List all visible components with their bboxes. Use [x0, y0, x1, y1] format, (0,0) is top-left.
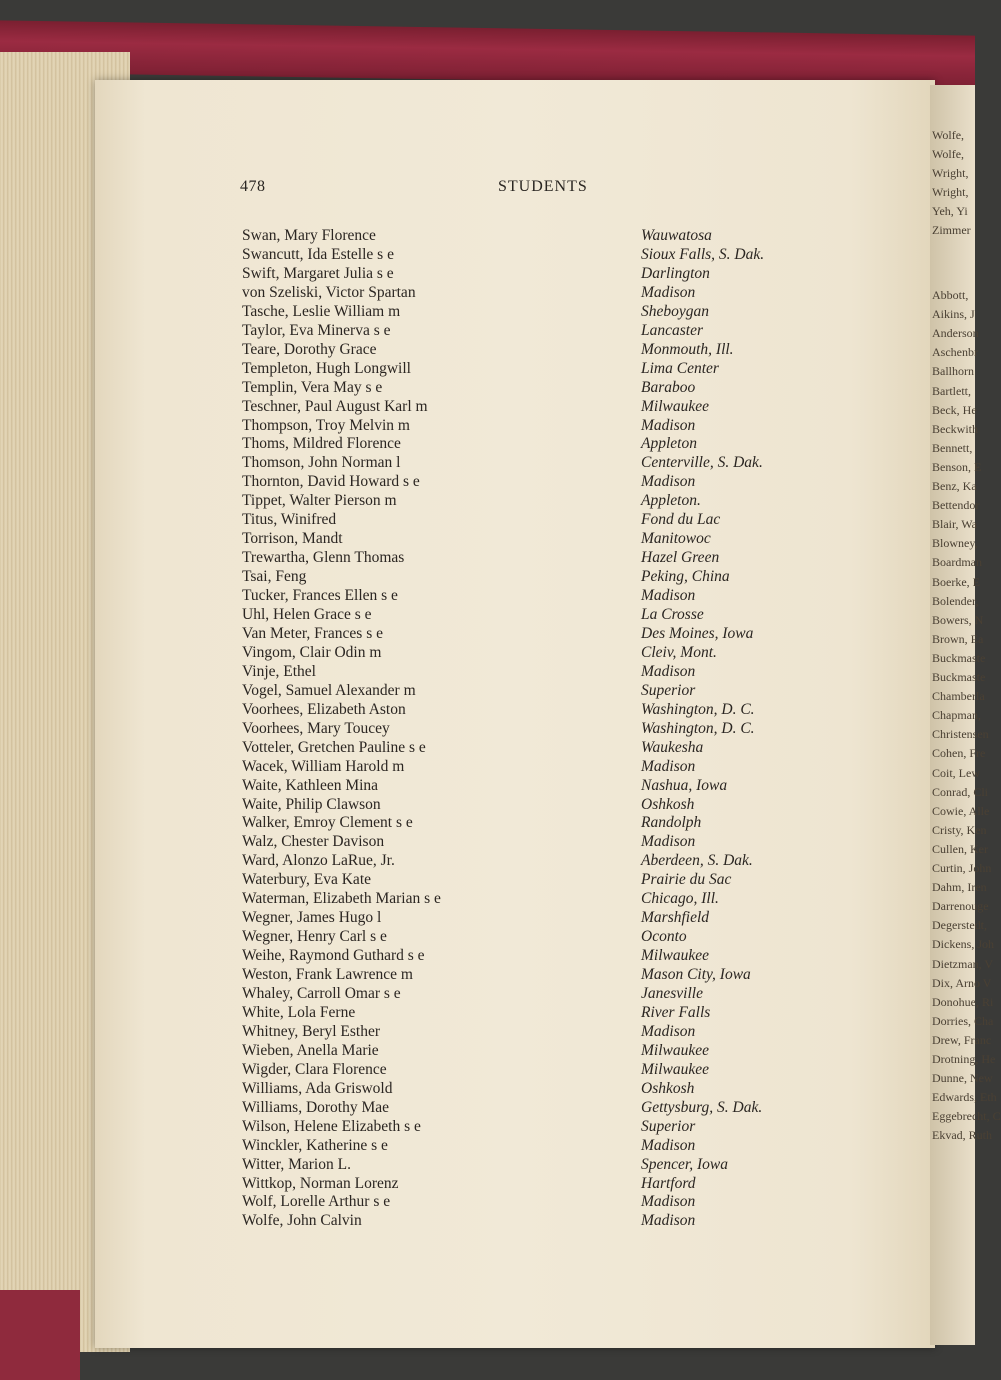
list-item: [0, 814, 975, 833]
student-name: White, Lola Ferne: [242, 1003, 356, 1021]
list-item: [0, 947, 975, 966]
student-name: Williams, Dorothy Mae: [242, 1098, 390, 1116]
facing-page-text: Aikins, J: [932, 307, 975, 322]
facing-page-text: Chapman,: [932, 708, 981, 723]
student-name: Ward, Alonzo LaRue, Jr.: [242, 852, 395, 870]
list-item: [0, 890, 975, 909]
list-item: [0, 796, 975, 815]
list-item: [0, 246, 975, 265]
student-name: Walker, Emroy Clement s e: [242, 814, 413, 832]
list-item: [0, 360, 975, 379]
facing-page-text: Aschenbr: [932, 345, 978, 360]
student-hometown: Aberdeen, S. Dak.: [641, 852, 753, 870]
student-hometown: Appleton: [641, 435, 697, 453]
list-item: [0, 322, 975, 341]
facing-page-text: Buckmaste: [932, 650, 986, 665]
student-name: Weston, Frank Lawrence m: [242, 966, 413, 984]
student-hometown: Prairie du Sac: [641, 871, 732, 889]
list-item: [0, 739, 975, 758]
student-hometown: Madison: [641, 416, 696, 434]
list-item: [0, 985, 975, 1004]
student-hometown: Madison: [641, 1212, 696, 1230]
facing-page-text: Donohue, Ri: [932, 994, 994, 1009]
student-name: Votteler, Gretchen Pauline s e: [242, 738, 426, 756]
student-hometown: Superior: [641, 681, 696, 699]
student-name: Van Meter, Frances s e: [242, 624, 383, 642]
facing-page-text: Christensen: [932, 727, 989, 742]
facing-page-text: Brown, Ea: [932, 631, 984, 646]
student-hometown: Darlington: [641, 264, 710, 282]
list-item: [0, 1137, 975, 1156]
student-name: Wieben, Anella Marie: [242, 1041, 379, 1059]
student-name: Wilson, Helene Elizabeth s e: [242, 1117, 421, 1135]
facing-page-text: Dorries, Cha: [932, 1013, 994, 1028]
list-item: [0, 1099, 975, 1118]
facing-page-text: Anderson: [932, 326, 979, 341]
list-item: [0, 530, 975, 549]
student-name: Vogel, Samuel Alexander m: [242, 681, 416, 699]
student-name: Tsai, Feng: [242, 568, 307, 586]
facing-page-text: Curtin, John: [932, 861, 992, 875]
facing-page-text: Beck, He: [932, 402, 977, 417]
list-item: [0, 227, 975, 246]
facing-page-text: Beckwith: [932, 421, 978, 436]
student-name: Whitney, Beryl Esther: [242, 1022, 381, 1040]
student-name: von Szeliski, Victor Spartan: [242, 283, 416, 301]
student-hometown: Lancaster: [641, 321, 703, 339]
student-name: Waterman, Elizabeth Marian s e: [242, 890, 441, 908]
student-hometown: Madison: [641, 757, 696, 775]
student-hometown: Superior: [641, 1117, 696, 1135]
list-item: [0, 966, 975, 985]
student-hometown: Fond du Lac: [641, 511, 721, 529]
facing-page-text: Dahm, Iren: [932, 880, 987, 895]
student-hometown: Oshkosh: [641, 1079, 695, 1097]
list-item: [0, 1175, 975, 1194]
student-name: Wegner, Henry Carl s e: [242, 928, 387, 946]
facing-page-text: Ballhorn: [932, 364, 974, 379]
list-item: [0, 758, 975, 777]
student-hometown: Madison: [641, 587, 696, 605]
list-item: [0, 1156, 975, 1175]
facing-page-text: Benson, E: [932, 459, 982, 474]
student-name: Taylor, Eva Minerva s e: [242, 321, 391, 339]
student-name: Thompson, Troy Melvin m: [242, 416, 410, 434]
student-name: Waite, Kathleen Mina: [242, 776, 379, 794]
facing-page-text: Drew, Franc: [932, 1032, 992, 1047]
student-hometown: Waukesha: [641, 738, 704, 756]
list-item: [0, 606, 975, 625]
list-item: [0, 1023, 975, 1042]
student-hometown: Sioux Falls, S. Dak.: [641, 245, 765, 263]
facing-page-text: Boardman: [932, 555, 982, 570]
facing-page-text: Conrad, Cli: [932, 784, 988, 799]
facing-page-text: Darrenouge: [932, 899, 989, 914]
list-item: [0, 1118, 975, 1137]
student-name: Thoms, Mildred Florence: [242, 435, 401, 453]
student-hometown: Oshkosh: [641, 795, 695, 813]
facing-page-text: Buckmaste: [932, 670, 986, 684]
student-hometown: Oconto: [641, 928, 687, 946]
facing-page-text: Edwards, Eth: [932, 1090, 997, 1105]
student-hometown: Madison: [641, 1193, 696, 1211]
student-hometown: Nashua, Iowa: [641, 776, 728, 794]
list-item: [0, 928, 975, 947]
student-name: Swift, Margaret Julia s e: [242, 264, 394, 282]
student-name: Williams, Ada Griswold: [242, 1079, 393, 1097]
student-name: Titus, Winifred: [242, 511, 337, 529]
student-name: Teschner, Paul August Karl m: [242, 397, 428, 415]
list-item: [0, 1193, 975, 1212]
list-item: [0, 663, 975, 682]
student-hometown: River Falls: [641, 1003, 711, 1021]
list-item: [0, 833, 975, 852]
student-hometown: Janesville: [641, 985, 703, 1002]
list-item: [0, 852, 975, 871]
list-item: [0, 303, 975, 322]
list-item: [0, 871, 975, 890]
student-name: Wacek, William Harold m: [242, 757, 405, 775]
student-name: Witter, Marion L.: [242, 1155, 351, 1173]
list-item: [0, 549, 975, 568]
list-item: [0, 511, 975, 530]
student-name: Tasche, Leslie William m: [242, 302, 401, 320]
facing-page-text: Dunne, New: [932, 1071, 993, 1086]
student-name: Swan, Mary Florence: [242, 227, 376, 244]
list-item: [0, 1212, 975, 1231]
student-hometown: Madison: [641, 283, 696, 301]
facing-page-text: Blair, Wa: [932, 517, 977, 532]
student-hometown: Milwaukee: [641, 947, 710, 965]
list-item: [0, 909, 975, 928]
list-item: [0, 265, 975, 284]
student-hometown: Centerville, S. Dak.: [641, 454, 763, 472]
student-hometown: Sheboygan: [641, 302, 710, 320]
list-item: [0, 341, 975, 360]
list-item: [0, 1004, 975, 1023]
student-hometown: Wauwatosa: [641, 227, 712, 244]
student-name: Wigder, Clara Florence: [242, 1060, 387, 1078]
student-name: Whaley, Carroll Omar s e: [242, 985, 401, 1002]
list-item: [0, 568, 975, 587]
student-hometown: Madison: [641, 1022, 696, 1040]
facing-page-text: Ekvad, Ruth: [932, 1128, 992, 1143]
facing-page-text: Cohen, Fre: [932, 746, 986, 761]
student-name: Waite, Philip Clawson: [242, 795, 381, 813]
book-cover-bottom: [0, 1290, 80, 1380]
facing-page-text: Abbott,: [932, 288, 969, 302]
list-item: [0, 625, 975, 644]
student-name: Thomson, John Norman l: [242, 454, 401, 472]
list-item: [0, 1042, 975, 1061]
facing-page-text: Wright,: [932, 185, 969, 199]
facing-page-text: Wolfe,: [932, 128, 965, 142]
student-name: Voorhees, Mary Toucey: [242, 719, 390, 737]
list-item: [0, 284, 975, 303]
student-name: Wegner, James Hugo l: [242, 909, 382, 927]
facing-page-text: Degerstedt,: [932, 918, 987, 933]
list-item: [0, 1080, 975, 1099]
student-name: Tippet, Walter Pierson m: [242, 492, 397, 510]
facing-page-text: Bennett,: [932, 440, 973, 455]
list-item: [0, 492, 975, 511]
student-name: Torrison, Mandt: [242, 530, 343, 548]
facing-page-text: Bowers, N: [932, 612, 984, 627]
list-item: [0, 417, 975, 436]
list-item: [0, 682, 975, 701]
student-hometown: Milwaukee: [641, 1060, 710, 1078]
book-cover-top: [0, 20, 975, 87]
student-name: Teare, Dorothy Grace: [242, 340, 377, 358]
list-item: [0, 379, 975, 398]
student-hometown: Madison: [641, 662, 696, 680]
list-item: [0, 398, 975, 417]
student-name: Thornton, David Howard s e: [242, 473, 420, 491]
facing-page-text: Bettendor: [932, 498, 980, 513]
facing-page-text: Cullen, Ker: [932, 841, 988, 856]
student-hometown: Appleton.: [641, 492, 701, 510]
student-hometown: Madison: [641, 473, 696, 491]
student-name: Wolfe, John Calvin: [242, 1212, 362, 1230]
student-hometown: Peking, China: [641, 568, 730, 586]
facing-page-text: Dietzman, V: [932, 956, 994, 971]
student-name: Weihe, Raymond Guthard s e: [242, 947, 425, 965]
student-hometown: Marshfield: [641, 909, 710, 927]
student-hometown: Mason City, Iowa: [641, 966, 751, 984]
facing-page-text: Wright,: [932, 166, 969, 180]
list-item: [0, 644, 975, 663]
student-name: Tucker, Frances Ellen s e: [242, 587, 398, 605]
page-title: STUDENTS: [498, 178, 588, 195]
page-number: 478: [240, 178, 266, 195]
student-name: Vingom, Clair Odin m: [242, 643, 382, 661]
student-hometown: Gettysburg, S. Dak.: [641, 1098, 763, 1116]
student-hometown: Baraboo: [641, 378, 696, 396]
student-name: Templin, Vera May s e: [242, 378, 383, 396]
list-item: [0, 587, 975, 606]
student-hometown: Des Moines, Iowa: [641, 624, 754, 642]
student-name: Templeton, Hugh Longwill: [242, 359, 411, 377]
student-hometown: Hazel Green: [641, 549, 720, 567]
student-hometown: Lima Center: [641, 359, 719, 377]
student-hometown: Spencer, Iowa: [641, 1155, 728, 1173]
student-name: Winckler, Katherine s e: [242, 1136, 388, 1154]
student-hometown: La Crosse: [641, 606, 704, 623]
student-name: Uhl, Helen Grace s e: [242, 606, 372, 623]
student-name: Swancutt, Ida Estelle s e: [242, 245, 394, 263]
student-hometown: Manitowoc: [641, 530, 711, 548]
facing-page-text: Wolfe,: [932, 147, 965, 161]
facing-page-text: Blowney,: [932, 536, 978, 551]
facing-page-text: Yeh, Yi: [932, 204, 968, 218]
list-item: [0, 701, 975, 720]
list-item: [0, 720, 975, 739]
facing-page-text: Dix, Arno V: [932, 975, 992, 990]
facing-page-text: Drotning, He: [932, 1052, 996, 1066]
facing-page-text: Bartlett,: [932, 383, 971, 398]
list-item: [0, 454, 975, 473]
facing-page-text: Boerke, E: [932, 574, 980, 589]
student-hometown: Madison: [641, 833, 696, 851]
student-hometown: Milwaukee: [641, 1041, 710, 1059]
student-name: Waterbury, Eva Kate: [242, 871, 372, 889]
facing-page-text: Cristy, Ken: [932, 822, 987, 837]
student-hometown: Hartford: [641, 1174, 696, 1192]
facing-page-text: Bolender,: [932, 593, 979, 608]
list-item: [0, 1061, 975, 1080]
list-item: [0, 435, 975, 454]
student-hometown: Washington, D. C.: [641, 719, 755, 737]
student-hometown: Washington, D. C.: [641, 700, 755, 718]
student-name: Walz, Chester Davison: [242, 833, 385, 851]
facing-page-text: Benz, Ka: [932, 479, 977, 493]
student-hometown: Monmouth, Ill.: [641, 340, 734, 358]
student-name: Voorhees, Elizabeth Aston: [242, 700, 406, 718]
list-item: [0, 777, 975, 796]
facing-page-text: Chamberla: [932, 689, 985, 704]
student-hometown: Cleiv, Mont.: [641, 643, 717, 661]
student-hometown: Chicago, Ill.: [641, 890, 719, 908]
student-hometown: Madison: [641, 1136, 696, 1154]
student-name: Wolf, Lorelle Arthur s e: [242, 1193, 391, 1211]
student-name: Vinje, Ethel: [242, 662, 316, 680]
facing-page-text: Coit, Lew: [932, 765, 980, 780]
student-name: Trewartha, Glenn Thomas: [242, 549, 405, 567]
student-hometown: Randolph: [641, 814, 702, 832]
facing-page-text: Dickens, Joh: [932, 937, 994, 952]
list-item: [0, 473, 975, 492]
facing-page-text: Cowie, Alle: [932, 803, 990, 818]
facing-page-text: Zimmer: [932, 223, 971, 237]
student-name: Wittkop, Norman Lorenz: [242, 1174, 399, 1192]
facing-page-text: Eggebrecht, C: [932, 1109, 1001, 1124]
student-hometown: Milwaukee: [641, 397, 710, 415]
